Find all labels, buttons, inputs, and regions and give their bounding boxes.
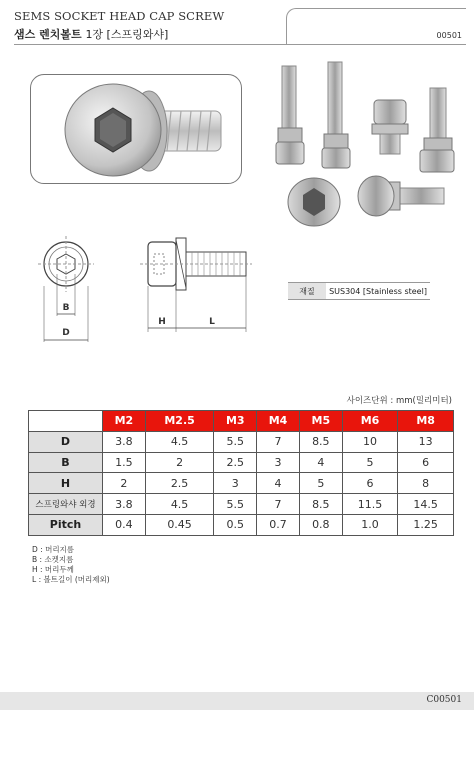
table-cell: 2.5: [145, 473, 214, 494]
size-header-m3: M3: [214, 411, 257, 432]
table-cell: 1.5: [103, 452, 146, 473]
size-header-m2-5: M2.5: [145, 411, 214, 432]
material-table: [288, 282, 430, 300]
closeup-screw-image: [31, 75, 243, 185]
dimension-legend: [32, 545, 110, 585]
footer-bar: [0, 692, 474, 710]
table-cell: 13: [398, 431, 454, 452]
header-divider: [14, 44, 466, 45]
table-cell: 6: [398, 452, 454, 473]
table-row: [29, 514, 454, 535]
page-header: [0, 0, 474, 46]
title-korean: [14, 26, 168, 42]
table-cell: 1.0: [342, 514, 398, 535]
row-label-washer-od: 스프링와샤 외경: [29, 494, 103, 515]
legend-item: B : 소켓지름: [32, 555, 74, 564]
title-korean-main: 샘스 렌치볼트: [14, 28, 82, 41]
table-cell: 0.45: [145, 514, 214, 535]
table-cell: 7: [257, 494, 300, 515]
unit-note: 사이즈단위 : mm(밀리미터): [346, 396, 452, 406]
table-cell: 10: [342, 431, 398, 452]
footer-code: C00501: [426, 695, 462, 705]
table-cell: 8.5: [299, 494, 342, 515]
table-cell: 3.8: [103, 494, 146, 515]
table-cell: 8: [398, 473, 454, 494]
table-row: [29, 473, 454, 494]
table-cell: 5: [342, 452, 398, 473]
product-photo: [270, 58, 466, 236]
table-cell: 5.5: [214, 431, 257, 452]
dim-h-label: H: [158, 317, 166, 327]
table-cell: 0.4: [103, 514, 146, 535]
table-cell: 4.5: [145, 431, 214, 452]
table-cell: 7: [257, 431, 300, 452]
table-cell: 0.5: [214, 514, 257, 535]
table-cell: 2.5: [214, 452, 257, 473]
table-cell: 2: [103, 473, 146, 494]
table-cell: 14.5: [398, 494, 454, 515]
title-korean-sub: 1장 [스프링와샤]: [85, 28, 169, 41]
table-row: [29, 431, 454, 452]
table-cell: 4: [299, 452, 342, 473]
spec-corner-cell: [29, 411, 103, 432]
title-english: SEMS SOCKET HEAD CAP SCREW: [14, 9, 225, 23]
material-value: SUS304 [Stainless steel]: [329, 286, 427, 296]
row-label-pitch: Pitch: [29, 514, 103, 535]
dim-l-label: L: [209, 317, 215, 327]
legend-item: L : 볼트길이 (머리제외): [32, 575, 110, 584]
table-cell: 1.25: [398, 514, 454, 535]
dim-b-label: B: [62, 303, 70, 313]
table-cell: 2: [145, 452, 214, 473]
table-cell: 4: [257, 473, 300, 494]
table-cell: 5: [299, 473, 342, 494]
table-cell: 6: [342, 473, 398, 494]
table-cell: 3: [257, 452, 300, 473]
dim-d-label: D: [62, 328, 70, 338]
size-header-m4: M4: [257, 411, 300, 432]
dimension-drawing: [30, 232, 270, 352]
spec-header-row: [29, 411, 454, 432]
legend-item: H : 머리두께: [32, 565, 74, 574]
size-header-m8: M8: [398, 411, 454, 432]
row-label-b: B: [29, 452, 103, 473]
table-cell: 0.8: [299, 514, 342, 535]
size-header-m2: M2: [103, 411, 146, 432]
technical-drawing: [30, 232, 270, 352]
table-cell: 0.7: [257, 514, 300, 535]
row-label-d: D: [29, 431, 103, 452]
table-cell: 5.5: [214, 494, 257, 515]
table-row: [29, 452, 454, 473]
table-cell: 4.5: [145, 494, 214, 515]
closeup-photo: [30, 74, 242, 184]
row-label-h: H: [29, 473, 103, 494]
size-header-m5: M5: [299, 411, 342, 432]
table-cell: 3.8: [103, 431, 146, 452]
screws-image: [270, 58, 466, 236]
table-cell: 8.5: [299, 431, 342, 452]
size-header-m6: M6: [342, 411, 398, 432]
product-code: 00501: [436, 31, 462, 40]
spec-table: [28, 410, 454, 536]
table-cell: 3: [214, 473, 257, 494]
material-label: 재질: [288, 283, 326, 299]
legend-item: D : 머리지름: [32, 545, 75, 554]
table-cell: 11.5: [342, 494, 398, 515]
table-row: [29, 494, 454, 515]
